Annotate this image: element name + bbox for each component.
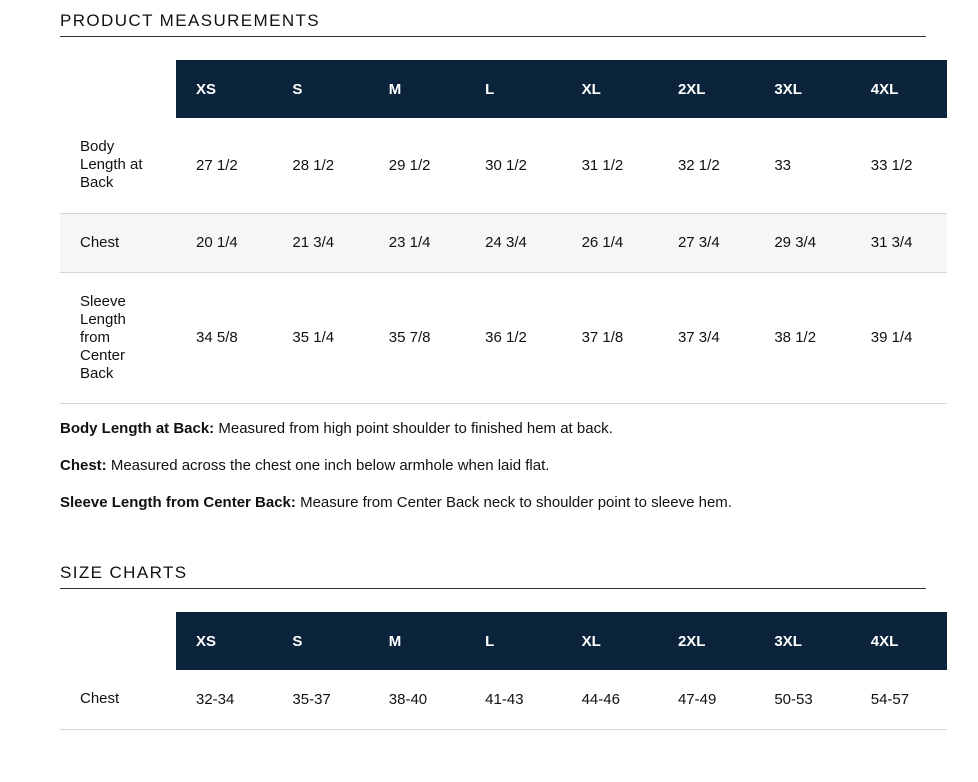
- size-header-xl: XL: [562, 60, 658, 118]
- size-header-2xl: 2XL: [658, 60, 754, 118]
- size-header-l: L: [465, 612, 561, 670]
- table-cell: 44-46: [562, 670, 658, 729]
- table-cell: 37 1/8: [562, 272, 658, 403]
- table-cell: 54-57: [851, 670, 947, 729]
- product-measurements-title: PRODUCT MEASUREMENTS: [60, 12, 926, 37]
- table-cell: 41-43: [465, 670, 561, 729]
- definition-term: Body Length at Back:: [60, 420, 215, 437]
- table-cell: 23 1/4: [369, 213, 465, 272]
- size-header-xs: XS: [176, 60, 272, 118]
- table-cell: 20 1/4: [176, 213, 272, 272]
- size-header-xl: XL: [562, 612, 658, 670]
- table-row-chest: [60, 670, 947, 729]
- table-cell: 36 1/2: [465, 272, 561, 403]
- row-label: Chest: [60, 670, 176, 729]
- size-header-s: S: [272, 60, 368, 118]
- size-header-xs: XS: [176, 612, 272, 670]
- definition-body-length: [60, 419, 940, 438]
- definition-text: Measure from Center Back neck to shoulder point to sleeve hem.: [295, 494, 732, 511]
- definition-chest: [60, 456, 940, 475]
- size-charts-table: [60, 612, 947, 730]
- table-row-sleeve-length: [60, 272, 947, 403]
- size-header-3xl: 3XL: [754, 612, 850, 670]
- size-header-3xl: 3XL: [754, 60, 850, 118]
- definition-text: Measured from high point shoulder to finished hem at back.: [214, 420, 613, 437]
- table-cell: 28 1/2: [272, 118, 368, 213]
- table-cell: 24 3/4: [465, 213, 561, 272]
- size-header-row: [60, 612, 947, 670]
- table-cell: 31 1/2: [562, 118, 658, 213]
- table-cell: 21 3/4: [272, 213, 368, 272]
- definition-term: Chest:: [60, 457, 107, 474]
- table-cell: 26 1/4: [562, 213, 658, 272]
- header-blank-cell: [60, 60, 176, 118]
- size-header-s: S: [272, 612, 368, 670]
- row-label: Chest: [60, 213, 176, 272]
- row-label: Sleeve Length from Center Back: [60, 272, 176, 403]
- table-cell: 38-40: [369, 670, 465, 729]
- table-cell: 27 3/4: [658, 213, 754, 272]
- size-header-m: M: [369, 60, 465, 118]
- table-cell: 30 1/2: [465, 118, 561, 213]
- table-cell: 29 3/4: [754, 213, 850, 272]
- product-measurements-table: [60, 60, 947, 404]
- table-row-body-length: [60, 118, 947, 213]
- table-cell: 31 3/4: [851, 213, 947, 272]
- definition-sleeve-length: [60, 493, 940, 512]
- table-cell: 34 5/8: [176, 272, 272, 403]
- table-cell: 33 1/2: [851, 118, 947, 213]
- size-header-4xl: 4XL: [851, 60, 947, 118]
- definition-term: Sleeve Length from Center Back:: [60, 494, 296, 511]
- size-header-2xl: 2XL: [658, 612, 754, 670]
- size-header-4xl: 4XL: [851, 612, 947, 670]
- size-header-l: L: [465, 60, 561, 118]
- table-cell: 27 1/2: [176, 118, 272, 213]
- table-cell: 35-37: [272, 670, 368, 729]
- table-row-chest: [60, 213, 947, 272]
- table-cell: 33: [754, 118, 850, 213]
- header-blank-cell: [60, 612, 176, 670]
- table-cell: 29 1/2: [369, 118, 465, 213]
- table-cell: 38 1/2: [754, 272, 850, 403]
- size-charts-title: SIZE CHARTS: [60, 564, 926, 589]
- size-header-m: M: [369, 612, 465, 670]
- table-cell: 37 3/4: [658, 272, 754, 403]
- table-cell: 39 1/4: [851, 272, 947, 403]
- table-cell: 50-53: [754, 670, 850, 729]
- row-label: Body Length at Back: [60, 118, 176, 213]
- table-cell: 47-49: [658, 670, 754, 729]
- table-cell: 35 7/8: [369, 272, 465, 403]
- measurement-definitions: [60, 419, 940, 530]
- definition-text: Measured across the chest one inch below armhole when laid flat.: [106, 457, 550, 474]
- table-cell: 32 1/2: [658, 118, 754, 213]
- table-cell: 35 1/4: [272, 272, 368, 403]
- table-cell: 32-34: [176, 670, 272, 729]
- size-header-row: [60, 60, 947, 118]
